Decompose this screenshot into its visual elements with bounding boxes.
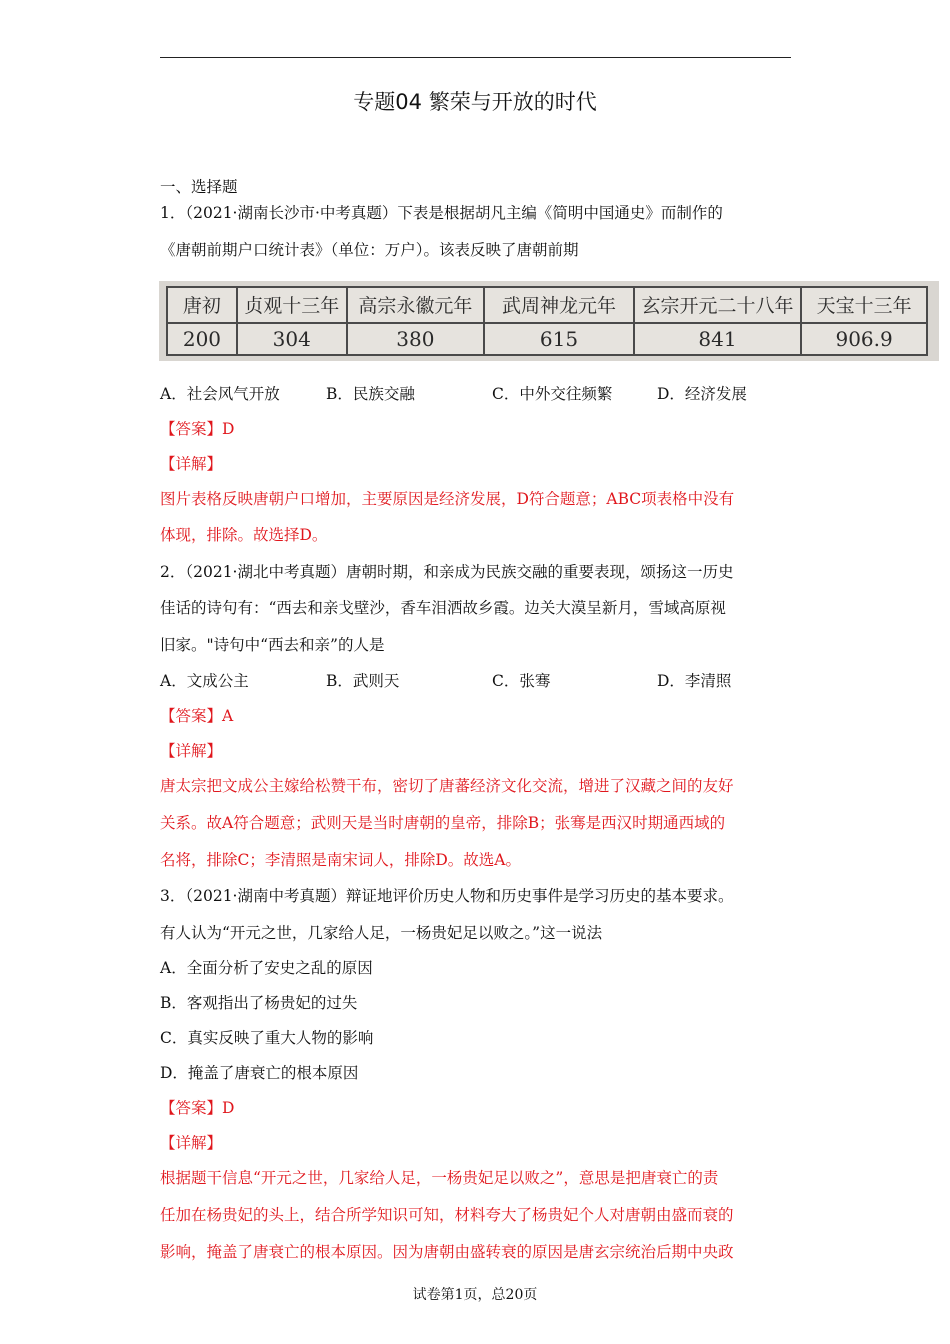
q3-answer [160, 1098, 234, 1118]
q3-option-a: A．全面分析了安史之乱的原因 [160, 959, 373, 977]
section-heading: 一、选择题 [160, 178, 238, 196]
table-value-cell: 906.9 [801, 323, 927, 355]
table-header-cell: 玄宗开元二十八年 [634, 287, 801, 323]
answer-value: A [222, 707, 234, 725]
q3-detail-line-3: 影响，掩盖了唐衰亡的根本原因。因为唐朝由盛转衰的原因是唐玄宗统治后期中央政 [160, 1243, 734, 1261]
q2-option-b: B．武则天 [326, 672, 400, 690]
q2-stem-line-2: 佳话的诗句有：“西去和亲戈壁沙，香车泪洒故乡霞。边关大漠呈新月，雪域高原视 [160, 599, 726, 617]
q2-option-a: A．文成公主 [160, 672, 249, 690]
answer-tag: 【答案】 [160, 1099, 223, 1117]
table-value-cell: 615 [484, 323, 634, 355]
q1-option-d: D．经济发展 [657, 385, 747, 403]
table-header-cell: 贞观十三年 [237, 287, 347, 323]
q3-stem-line-1: 3．（2021·湖南中考真题）辩证地评价历史人物和历史事件是学习历史的基本要求。 [160, 887, 734, 905]
q3-option-b: B．客观指出了杨贵妃的过失 [160, 994, 358, 1012]
q1-option-a: A．社会风气开放 [160, 385, 280, 403]
answer-value: D [222, 420, 235, 438]
q1-detail-tag: 【详解】 [160, 455, 223, 473]
page-footer: 试卷第1页，总20页 [412, 1287, 538, 1303]
q1-option-c: C．中外交往频繁 [492, 385, 613, 403]
q2-detail-line-1: 唐太宗把文成公主嫁给松赞干布，密切了唐蕃经济文化交流，增进了汉藏之间的友好 [160, 777, 734, 795]
q1-detail-line-1: 图片表格反映唐朝户口增加，主要原因是经济发展，D符合题意；ABC项表格中没有 [160, 490, 735, 508]
q3-detail-line-2: 任加在杨贵妃的头上，结合所学知识可知，材料夸大了杨贵妃个人对唐朝由盛而衰的 [160, 1206, 734, 1224]
q1-stem-line-1: 1．（2021·湖南长沙市·中考真题）下表是根据胡凡主编《简明中国通史》而制作的 [160, 204, 723, 222]
header-rule [160, 57, 791, 58]
table-header-cell: 天宝十三年 [801, 287, 927, 323]
q3-option-d: D．掩盖了唐衰亡的根本原因 [160, 1064, 359, 1082]
q1-detail-line-2: 体现，排除。故选择D。 [160, 526, 328, 544]
q3-detail-tag: 【详解】 [160, 1134, 223, 1152]
answer-tag: 【答案】 [160, 420, 223, 438]
table-header-cell: 高宗永徽元年 [347, 287, 485, 323]
q3-stem-line-2: 有人认为“开元之世，几家给人足，一杨贵妃足以败之。”这一说法 [160, 924, 603, 942]
table-value-cell: 200 [167, 323, 237, 355]
q1-table-photo [159, 281, 939, 361]
table-header-cell: 武周神龙元年 [484, 287, 634, 323]
table-header-cell: 唐初 [167, 287, 237, 323]
q3-detail-line-1: 根据题干信息“开元之世，几家给人足，一杨贵妃足以败之”，意思是把唐衰亡的责 [160, 1169, 719, 1187]
q3-option-c: C．真实反映了重大人物的影响 [160, 1029, 374, 1047]
q2-detail-line-2: 关系。故A符合题意；武则天是当时唐朝的皇帝，排除B；张骞是西汉时期通西域的 [160, 814, 726, 832]
q2-detail-line-3: 名将，排除C；李清照是南宋词人，排除D。故选A。 [160, 851, 521, 869]
q2-stem-line-3: 旧家。"诗句中“西去和亲”的人是 [160, 636, 385, 654]
q2-option-c: C．张骞 [492, 672, 551, 690]
q1-answer [160, 419, 234, 439]
household-statistics-table [166, 286, 928, 356]
table-value-cell: 304 [237, 323, 347, 355]
q1-stem-line-2: 《唐朝前期户口统计表》（单位：万户）。该表反映了唐朝前期 [160, 241, 579, 259]
table-value-cell: 380 [347, 323, 485, 355]
page-title: 专题04 繁荣与开放的时代 [353, 90, 597, 114]
q2-answer [160, 706, 233, 726]
q1-option-b: B．民族交融 [326, 385, 415, 403]
table-value-cell: 841 [634, 323, 801, 355]
answer-tag: 【答案】 [160, 707, 223, 725]
q2-option-d: D．李清照 [657, 672, 732, 690]
q2-stem-line-1: 2．（2021·湖北中考真题）唐朝时期，和亲成为民族交融的重要表现，颂扬这一历史 [160, 563, 734, 581]
answer-value: D [222, 1099, 235, 1117]
q2-detail-tag: 【详解】 [160, 742, 223, 760]
